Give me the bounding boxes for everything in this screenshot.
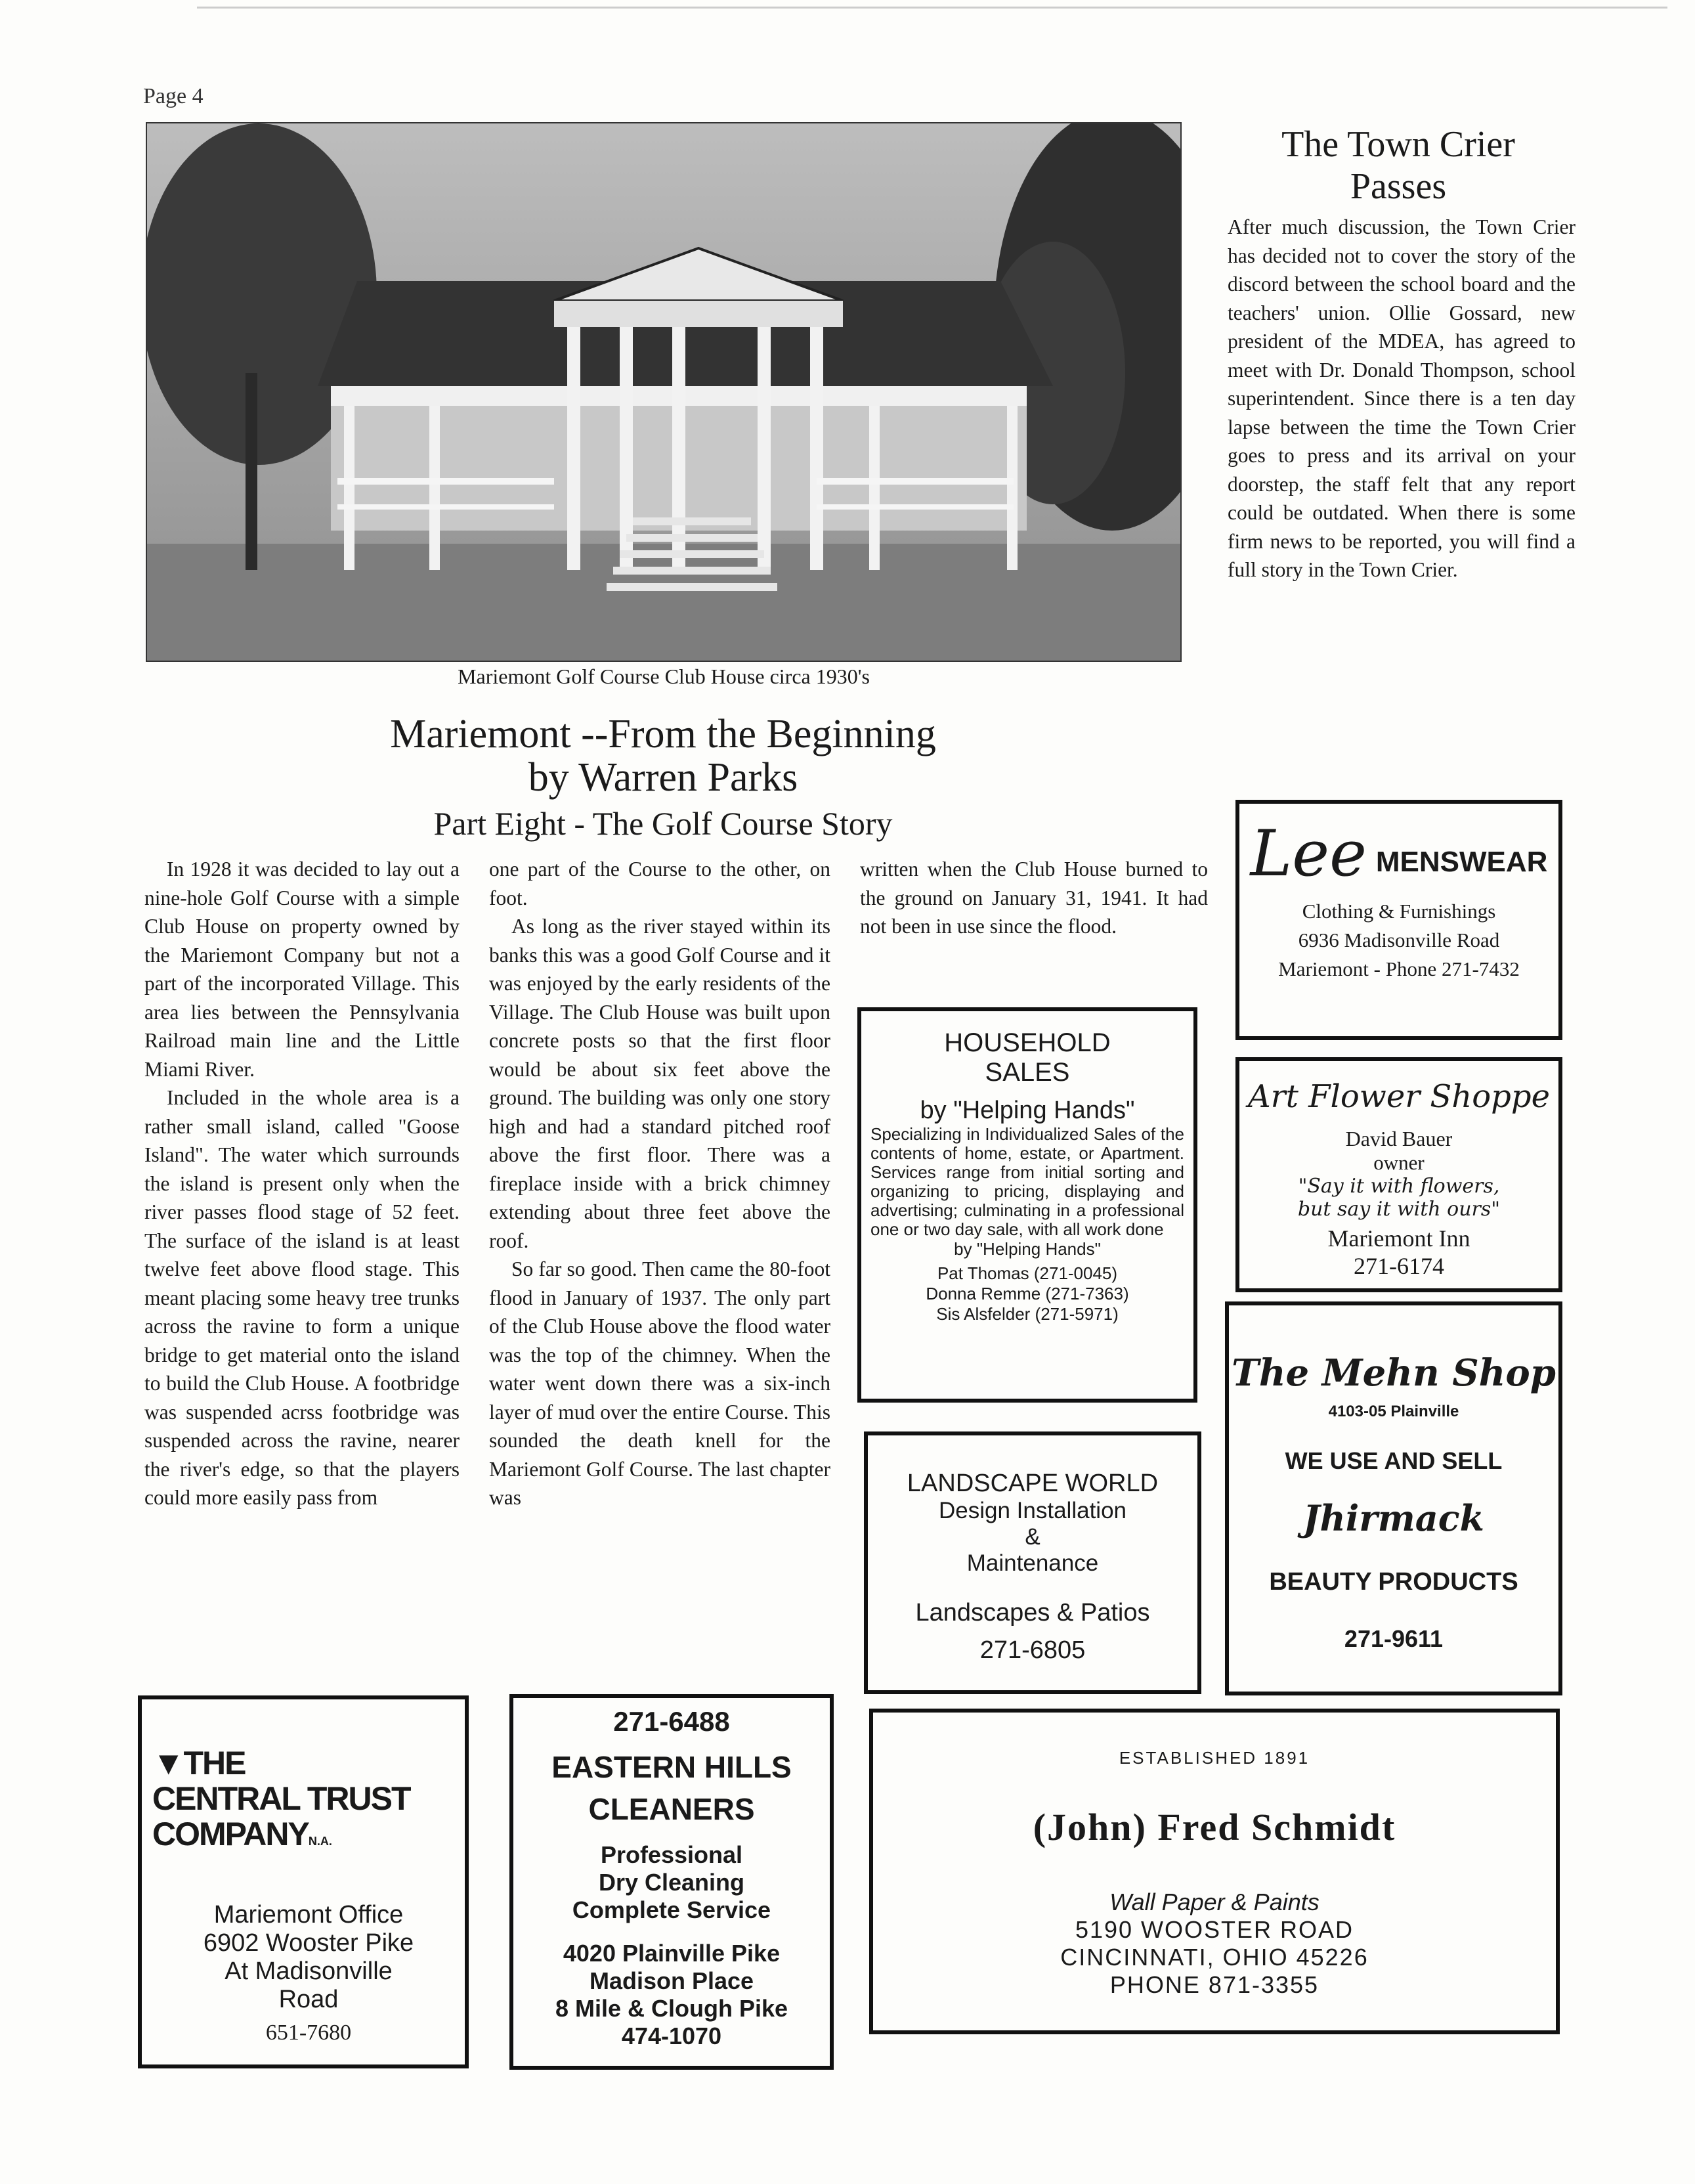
central-suffix: N.A. — [308, 1835, 332, 1848]
article-paragraph: As long as the river stayed within its banks this was a good Golf Course and it was enjoyed by the early residents of the Village. The Club House was built upon concrete posts so that the first floor would be about six feet above the ground. The building was only one story high and had a standard pitched roof above the first floor. There was a fireplace inside with a brick chimney extending about three feet above the roof. — [489, 915, 830, 1252]
landscape-phone: 271-6805 — [979, 1636, 1086, 1664]
landscape-line1: Design Installation — [939, 1498, 1126, 1523]
cleaners-phone: 474-1070 — [621, 2022, 722, 2049]
ad-mehn-shop — [1225, 1301, 1562, 1695]
mehn-shop-name: The Mehn Shop — [1232, 1351, 1556, 1395]
town-crier-title-line1: The Town Crier — [1281, 124, 1515, 165]
ad-household-sales — [857, 1007, 1197, 1403]
flower-shop-name: Art Flower Shoppe — [1248, 1078, 1550, 1115]
flower-owner-name: David Bauer — [1345, 1127, 1453, 1150]
household-contact-1: Pat Thomas (271-0045) — [937, 1263, 1118, 1283]
article-paragraph: one part of the Course to the other, on foot. — [489, 858, 830, 909]
article-column-3: written when the Club House burned to the ground on January 31, 1941. It had not been in use since the flood. — [860, 858, 1208, 938]
ad-eastern-hills-cleaners — [509, 1694, 834, 2070]
clubhouse-illustration — [147, 123, 1180, 661]
landscape-line3: Landscapes & Patios — [915, 1599, 1150, 1627]
article-column-1 — [144, 855, 460, 1689]
page-top-rule — [197, 7, 1667, 9]
central-name-1: THE — [183, 1745, 246, 1781]
lee-line1: Clothing & Furnishings — [1302, 900, 1496, 923]
central-addr-1: 6902 Wooster Pike — [203, 1929, 414, 1957]
central-name-3: COMPANY — [152, 1816, 309, 1852]
schmidt-established: ESTABLISHED 1891 — [1119, 1748, 1310, 1768]
mehn-phone: 271-9611 — [1344, 1625, 1444, 1652]
cleaners-addr-1: 4020 Plainville Pike — [563, 1940, 781, 1967]
central-trust-arrow-icon: ▼ — [152, 1745, 184, 1781]
lee-logo-row — [1239, 817, 1558, 890]
flower-slogan-2: but say it with ours" — [1297, 1198, 1501, 1221]
cleaners-line-1: Professional — [600, 1841, 743, 1868]
flower-phone: 271-6174 — [1354, 1253, 1444, 1279]
central-name-2: CENTRAL TRUST — [152, 1780, 410, 1817]
article-subhead: Part Eight - The Golf Course Story — [433, 805, 893, 842]
household-contact-3: Sis Alsfelder (271-5971) — [936, 1304, 1119, 1324]
town-crier-title — [1221, 123, 1576, 207]
town-crier-body: After much discussion, the Town Crier has decided not to cover the story of the discord between the school board and the teachers' union. Ollie Gossard, new president of the MDEA, has agreed to meet with Dr. Donald Thompson, school superintendent. Since there is a ten day lapse between the time the Town Crier goes to press and its arrival on your doorstep, the staff felt that any report could be outdated. When there is some firm news to be reported, you will find a full story in the Town Crier. — [1228, 215, 1576, 581]
ad-fred-schmidt — [869, 1709, 1560, 2034]
cleaners-addr-2: Madison Place — [589, 1967, 754, 1994]
central-address-block — [152, 1901, 465, 2045]
landscape-name: LANDSCAPE WORLD — [907, 1470, 1159, 1497]
town-crier-title-line2: Passes — [1350, 166, 1447, 207]
flower-location: Mariemont Inn — [1327, 1225, 1470, 1252]
ad-lee-menswear — [1235, 800, 1562, 1040]
ad-art-flower-shoppe — [1235, 1057, 1562, 1292]
flower-slogan-1: "Say it with flowers, — [1298, 1175, 1500, 1198]
schmidt-line-3: CINCINNATI, OHIO 45226 — [1060, 1944, 1369, 1971]
household-title-2: SALES — [985, 1058, 1070, 1087]
headline-line2: by Warren Parks — [528, 755, 798, 800]
lee-logo: Lee — [1250, 817, 1367, 890]
cleaners-name-1: EASTERN HILLS — [551, 1750, 792, 1784]
article-paragraph: Included in the whole area is a rather small island, called "Goose Island". The water which surrounds the island is present only when the river passes flood stage of 52 feet. The surface of the island is at least twelve feet above flood stage. This meant placing some heavy tree trunks across the ravine to form a unique bridge to get material onto the island to build the Club House. A footbridge was suspended acrss footbridge was suspended across the ravine, nearer the river's edge, so that the players could more easily pass from — [144, 1086, 460, 1509]
photo-caption: Mariemont Golf Course Club House circa 1930's — [458, 665, 870, 688]
cleaners-line-2: Dry Cleaning — [598, 1869, 745, 1896]
mehn-brand-logo: Jhirmack — [1302, 1497, 1485, 1539]
central-trust-name — [152, 1745, 465, 1859]
cleaners-name-2: CLEANERS — [588, 1792, 755, 1826]
schmidt-line-2: 5190 WOOSTER ROAD — [1075, 1916, 1354, 1943]
lee-line3: Mariemont - Phone 271-7432 — [1278, 957, 1520, 980]
household-by: by "Helping Hands" — [920, 1097, 1135, 1124]
mehn-address: 4103-05 Plainville — [1328, 1403, 1459, 1420]
flower-owner-title: owner — [1373, 1151, 1425, 1174]
household-by-2: by "Helping Hands" — [954, 1239, 1101, 1259]
page-number: Page 4 — [143, 84, 204, 108]
central-addr-2: At Madisonville — [225, 1957, 393, 1985]
lee-name: MENSWEAR — [1375, 846, 1548, 878]
cleaners-phone-top: 271-6488 — [613, 1706, 730, 1737]
household-body: Specializing in Individualized Sales of the contents of home, estate, or Apartment. Services range from initial sorting and organizing to pricing, displaying and advertising; culminating in a professional one or two day sale, with all work done — [870, 1124, 1184, 1239]
mehn-products: BEAUTY PRODUCTS — [1269, 1568, 1518, 1596]
schmidt-name: (John) Fred Schmidt — [1033, 1806, 1396, 1848]
central-phone: 651-7680 — [265, 2020, 352, 2045]
article-headline — [249, 712, 1077, 799]
household-title-1: HOUSEHOLD — [944, 1028, 1111, 1057]
ad-landscape-world — [864, 1431, 1201, 1694]
mehn-tagline: WE USE AND SELL — [1285, 1447, 1503, 1474]
schmidt-line-4: PHONE 871-3355 — [1109, 1971, 1320, 1998]
schmidt-line-1: Wall Paper & Paints — [1109, 1889, 1320, 1915]
cleaners-line-3: Complete Service — [572, 1896, 771, 1923]
lee-line2: 6936 Madisonville Road — [1298, 928, 1500, 951]
article-paragraph: So far so good. Then came the 80-foot flood in January of 1937. The only part of the Club House above the flood water was the top of the chimney. When the water went down there was a six-inch layer of mud over the entire Course. This sounded the death knell for the Mariemont Golf Course. The last chapter was — [489, 1257, 830, 1509]
headline-line1: Mariemont --From the Beginning — [390, 712, 936, 756]
cleaners-addr-3: 8 Mile & Clough Pike — [555, 1995, 788, 2022]
clubhouse-photo — [146, 122, 1182, 662]
ad-central-trust — [138, 1695, 469, 2068]
landscape-amp: & — [1025, 1524, 1041, 1550]
landscape-line2: Maintenance — [966, 1550, 1099, 1576]
central-addr-3: Road — [278, 1986, 339, 2013]
article-paragraph: In 1928 it was decided to lay out a nine-hole Golf Course with a simple Club House on property owned by the Mariemont Company but not a part of the incorporated Village. This area lies between the Pennsylvania Railroad main line and the Little Miami River. — [144, 858, 460, 1081]
article-column-2 — [489, 855, 830, 1689]
household-contact-2: Donna Remme (271-7363) — [926, 1284, 1129, 1303]
central-office: Mariemont Office — [213, 1901, 404, 1929]
